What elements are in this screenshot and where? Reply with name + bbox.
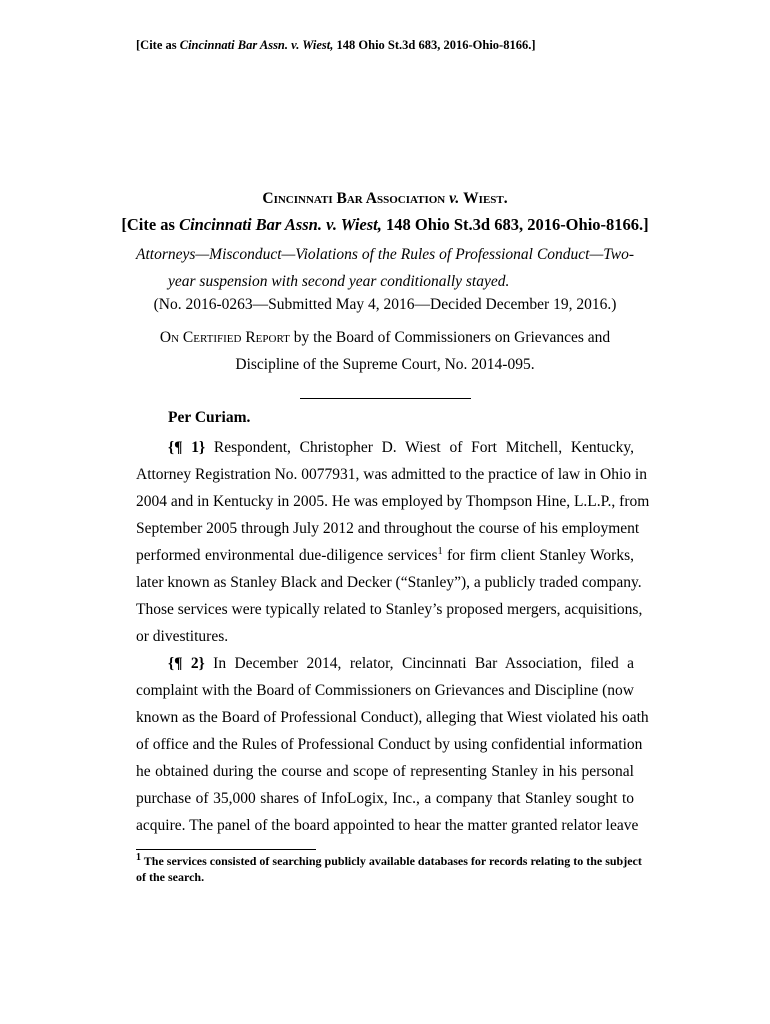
footnote-reference: 1 bbox=[437, 545, 443, 557]
paragraph-line: later known as Stanley Black and Decker (“Stanley”), a publicly traded company. bbox=[136, 574, 642, 591]
case-citation: [Cite as Cincinnati Bar Assn. v. Wiest, 148 Ohio St.3d 683, 2016-Ohio-8166.] bbox=[121, 215, 649, 234]
paragraph-line: September 2005 through July 2012 and throughout the course of his employment bbox=[136, 520, 640, 537]
certified-report-line: On Certified Report by the Board of Commissioners on Grievances and Discipline of the Supreme Court, No. 2014-095. bbox=[159, 329, 611, 373]
paragraph-line: Attorney Registration No. 0077931, was admitted to the practice of law in Ohio in bbox=[136, 466, 647, 483]
paragraph-line: {¶ 1} Respondent, Christopher D. Wiest of Fort Mitchell, Kentucky, bbox=[168, 439, 634, 456]
footnote bbox=[136, 852, 642, 885]
headnote-line: Attorneys—Misconduct—Violations of the Rules of Professional Conduct—Two- bbox=[136, 246, 634, 263]
paragraph-2 bbox=[136, 650, 649, 839]
running-citation-header: [Cite as Cincinnati Bar Assn. v. Wiest, 148 Ohio St.3d 683, 2016-Ohio-8166.] bbox=[136, 38, 536, 52]
paragraph-line: he obtained during the course and scope of representing Stanley in his personal bbox=[136, 763, 634, 780]
footnote-divider bbox=[136, 849, 316, 850]
paragraph-number: {¶ 1} bbox=[168, 439, 206, 456]
paragraph-line: acquire. The panel of the board appointed to hear the matter granted relator leave bbox=[136, 817, 639, 834]
paragraph-line: {¶ 2} In December 2014, relator, Cincinnati Bar Association, filed a bbox=[168, 655, 635, 672]
paragraph-line: known as the Board of Professional Conduct), alleging that Wiest violated his oath bbox=[136, 709, 649, 726]
paragraph-line: complaint with the Board of Commissioners on Grievances and Discipline (now bbox=[136, 682, 634, 699]
paragraph-number: {¶ 2} bbox=[168, 655, 205, 672]
footnote-mark: 1 bbox=[136, 852, 141, 863]
per-curiam-heading: Per Curiam. bbox=[168, 409, 251, 426]
docket-info: (No. 2016-0263—Submitted May 4, 2016—Decided December 19, 2016.) bbox=[153, 296, 617, 313]
headnote-line: year suspension with second year conditionally stayed. bbox=[168, 273, 510, 290]
paragraph-line: performed environmental due-diligence services$^1$ for firm client Stanley Works, bbox=[136, 545, 634, 564]
paragraph-line: or divestitures. bbox=[136, 628, 229, 645]
headnote bbox=[136, 241, 634, 295]
paragraph-line: of office and the Rules of Professional Conduct by using confidential information bbox=[136, 736, 643, 753]
paragraph-line: 2004 and in Kentucky in 2005. He was employed by Thompson Hine, L.L.P., from bbox=[136, 493, 650, 510]
paragraph-line: Those services were typically related to Stanley’s proposed mergers, acquisitions, bbox=[136, 601, 643, 618]
paragraph-line: purchase of 35,000 shares of InfoLogix, Inc., a company that Stanley sought to bbox=[136, 790, 634, 807]
footnote-line: $^1$ The services consisted of searching publicly available databases for records relating to the subject bbox=[136, 852, 642, 868]
section-divider bbox=[300, 398, 471, 399]
footnote-line: of the search. bbox=[136, 870, 205, 884]
paragraph-1 bbox=[136, 434, 650, 650]
case-title: Cincinnati Bar Association v. Wiest. bbox=[262, 190, 508, 207]
